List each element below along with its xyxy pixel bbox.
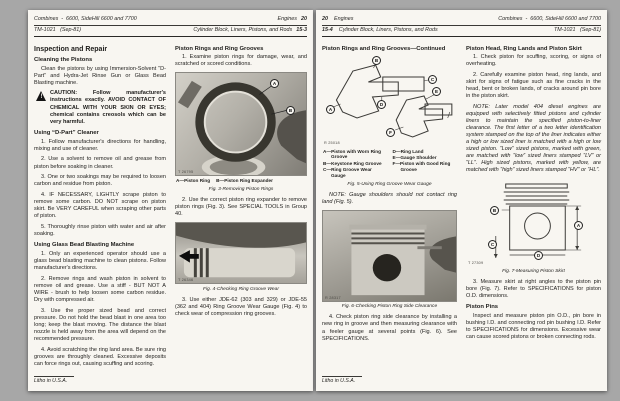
litho-footer: Litho in U.S.A. (322, 376, 362, 385)
fig5-legend-item: E—Gauge Shoulder (392, 154, 437, 160)
fig5-callout-e: E (432, 87, 441, 96)
right-page-column-1 (322, 46, 457, 347)
caution-warning-icon (36, 91, 47, 101)
heading-piston-rings: Piston Rings and Ring Grooves (175, 45, 264, 52)
litho-footer: Litho in U.S.A. (34, 376, 74, 385)
fig3-legend-a: A—Piston Ring (176, 178, 211, 184)
fig4-photo-id: T 26346 (178, 278, 194, 282)
header-rule-thick (322, 36, 601, 37)
fig7-caption: Fig. 7-Measuring Piston Skirt (502, 268, 565, 274)
fig3-caption: Fig. 3-Removing Piston Rings (208, 187, 274, 193)
heading-cleaning-pistons: Cleaning the Pistons (34, 57, 93, 64)
header-tm-text: TM-1021 (Sep-81) (553, 27, 601, 34)
paragraph-measure-skirt: 3. Measure skirt at right angles to the piston pin bore (Fig. 7). Refer to SPECIFICATIONS for piston O.D. dimensions. (466, 278, 601, 299)
fig5-legend-item: C—Ring Groove Wear Gauge (323, 167, 372, 179)
note-gauge-shoulders: NOTE: Gauge shoulders should not contact ring land (Fig. 5). (322, 192, 457, 206)
fig5-callout-f: F (386, 128, 395, 137)
fig3-callout-a: A (270, 79, 279, 88)
paragraph-examine-rings: 1. Examine piston rings for damage, wear, and scratched or scored conditions. (175, 54, 307, 68)
paragraph-clean-pistons: Clean the pistons by using Immersion-Solvent “D-Part” and Hydra-Jet Rinse Gun or Glass Bead Blasting machine. (34, 65, 166, 86)
header-page-number: 15-4 (322, 27, 333, 34)
glass-step: 2. Remove rings and wash piston in solvent to remove oil and grease. Use a stiff - BUT NOT A WIRE - brush to help loosen some carbon residue. Dry with compressed air. (34, 275, 166, 303)
fig4-photo (175, 222, 307, 284)
manual-page-right (316, 10, 607, 391)
header-section-number: 20 (301, 16, 307, 22)
header-section-number: 20 (322, 16, 328, 22)
left-page-column-1 (34, 46, 166, 372)
dpart-step: 1. Follow manufacturer's directions for handling, mixing and use of cleaner. (34, 138, 166, 152)
header-page-number: 15-3 (296, 27, 307, 34)
header-section-label: Engines (277, 16, 297, 22)
glass-step: 4. Avoid scratching the ring land area. Be sure ring grooves are throughly cleaned. Excessive deposits can force rings out, causing scuffing and scoring. (34, 346, 166, 367)
fig3-callout-b: B (286, 106, 295, 115)
heading-glass-bead: Using Glass Bead Blasting Machine (34, 242, 135, 249)
caution-box (36, 90, 166, 125)
header-section-label: Engines (334, 16, 354, 22)
dpart-step: 4. IF NECESSARY, LIGHTLY scrape piston to remove some carbon. DO NOT scrape on piston skirt. Be VERY CAREFUL when scraping other parts of piston. (34, 191, 166, 220)
header-model-text: Combines - 6600, SideHill 6600 and 7700 (498, 16, 601, 22)
paragraph-side-clearance: 4. Check piston ring side clearance by installing a new ring in groove and then measuring clearance with a feeler gauge at several points (Fig. 6). See SPECIFICATIONS. (322, 314, 457, 342)
page-header-right (316, 10, 607, 37)
fig6-photo-art (323, 211, 456, 301)
note-404-engines: NOTE: Later model 404 diesel engines are equipped with selectively fitted pistons and cylinder liners to maintain the specified piston-to-liner clearance. The first letter of a two letter identification system stamped on the top of the liner indicates either a high or low sized liner is matched with a high or low sized piston. “Low” sized pistons, marked with green, are matched with “low” sized liners stamped “LV” or “LL”. High sized pistons, marked with yellow, are matched with “high” sized liners stamped “HV” or “HL”. (466, 103, 601, 174)
fig5-drawing (322, 54, 457, 146)
fig7-callout-a: A (574, 221, 583, 230)
dpart-step: 3. One or two soakings may be required to loosen carbon and residue from piston. (34, 174, 166, 188)
fig3-photo-id: T 26795 (178, 169, 194, 174)
fig5-legend-item: A—Piston with Worn Ring Groove (323, 148, 381, 160)
fig5-legend-item: D—Ring Land (392, 148, 424, 154)
paragraph-piston-pins: Inspect and measure piston pin O.D., pin bore in bushing I.D. and connecting rod pin bushing I.D. Refer to SPECIFICATIONS for dimensions. Excessive wear can cause scored pistons or broken connecting rods. (466, 312, 601, 341)
paragraph-wear-gauge: 3. Use either JDE-62 (303 and 329) or JDE-55 (362 and 404) Ring Groove Wear Gauge (Fig. 4) to check wear of compression ring grooves. (175, 296, 307, 317)
dpart-step: 5. Thoroughly rinse piston with water and air after soaking. (34, 223, 166, 237)
figure-4-checking-ring-groove-wear (175, 222, 307, 293)
caution-text: CAUTION: Follow manufacturer's instructions exactly. AVOID CONTACT OF CHEMICAL WITH YOUR SKIN OR EYES; chemical contains creosols which can be very harmful. (50, 90, 166, 125)
header-chapter-label: Cylinder Block, Liners, Pistons, and Rods (338, 27, 438, 34)
fig7-drawing (466, 178, 601, 266)
figure-6-piston-ring-side-clearance (322, 210, 457, 311)
heading-piston-pins: Piston Pins (466, 304, 499, 311)
heading-piston-head: Piston Head, Ring Lands and Piston Skirt (466, 45, 582, 52)
fig5-callout-b: B (372, 56, 381, 65)
header-chapter-label: Cylinder Block, Liners, Pistons, and Rods (193, 27, 293, 34)
dpart-step: 2. Use a solvent to remove oil and grease from piston before soaking in cleaner. (34, 156, 166, 170)
page-header-left (28, 10, 313, 37)
fig6-photo (322, 210, 457, 302)
fig3-legend-b: B—Piston Ring Expander (216, 178, 273, 184)
fig5-callout-a: A (326, 105, 335, 114)
figure-7-measuring-piston-skirt (466, 178, 601, 275)
glass-step: 1. Only an experienced operator should use a glass bead blasting machine to clean pistons. Follow manufacturer's directions. (34, 250, 166, 272)
header-rule-thick (34, 36, 307, 37)
glass-step: 3. Use the proper sized bead and correct pressure. Do not hold the bead blast in one area too long; keep the blast moving. The distance the blast nozzle is held away from the area will depend on the recommended pressure. (34, 307, 166, 342)
figure-5-ring-groove-wear-gauge (322, 54, 457, 188)
figure-3-removing-piston-rings (175, 72, 307, 194)
header-model-text: Combines - 6600, SideHill 6600 and 7700 (34, 16, 137, 22)
heading-dpart-cleaner: Using “D-Part” Cleaner (34, 130, 99, 137)
fig5-caption: Fig. 5-Using Ring Groove Wear Gauge (347, 181, 432, 187)
fig5-callout-d: D (377, 100, 386, 109)
fig7-callout-b: B (490, 206, 499, 215)
fig6-photo-id: R 28317 (325, 295, 341, 300)
header-rule-thin (34, 25, 307, 26)
fig7-callout-c: C (488, 240, 497, 249)
right-page-column-2 (466, 46, 601, 347)
fig5-legend-item: B—Keystone Ring Groove (323, 160, 382, 166)
manual-page-left (28, 10, 313, 391)
fig7-callout-d: D (534, 251, 543, 260)
left-page-column-2 (175, 46, 307, 372)
heading-rings-continued: Piston Rings and Ring Grooves—Continued (322, 45, 446, 52)
fig4-photo-art (176, 223, 306, 283)
header-tm-text: TM-1021 (Sep-81) (34, 27, 82, 34)
fig5-drawing-id: R 25018 (324, 141, 340, 146)
fig5-callout-c: C (428, 75, 437, 84)
paragraph-ring-expander: 2. Use the correct piston ring expander to remove piston rings (Fig. 3). See SPECIAL TOOLS in Group 40. (175, 197, 307, 218)
fig6-caption: Fig. 6-Checking Piston Ring Side Clearance (341, 304, 438, 310)
header-rule-thin (322, 25, 601, 26)
fig3-photo (175, 72, 307, 176)
paragraph-check-scuffing: 1. Check piston for scuffing, scoring, or signs of overheating. (466, 54, 601, 68)
fig3-photo-art (176, 73, 306, 175)
fig4-caption: Fig. 4-Checking Ring Groove Wear (202, 286, 280, 292)
fig5-legend-item: F—Piston with Good Ring Groove (392, 161, 451, 173)
fig7-drawing-id: T 27309 (468, 261, 484, 266)
paragraph-examine-head: 2. Carefully examine piston head, ring lands, and skirt for signs of fatigue such as fine cracks in the head, bent or broken lands, of cracks around pin bore in the piston skirt. (466, 71, 601, 99)
section-title: Inspection and Repair (34, 45, 108, 53)
